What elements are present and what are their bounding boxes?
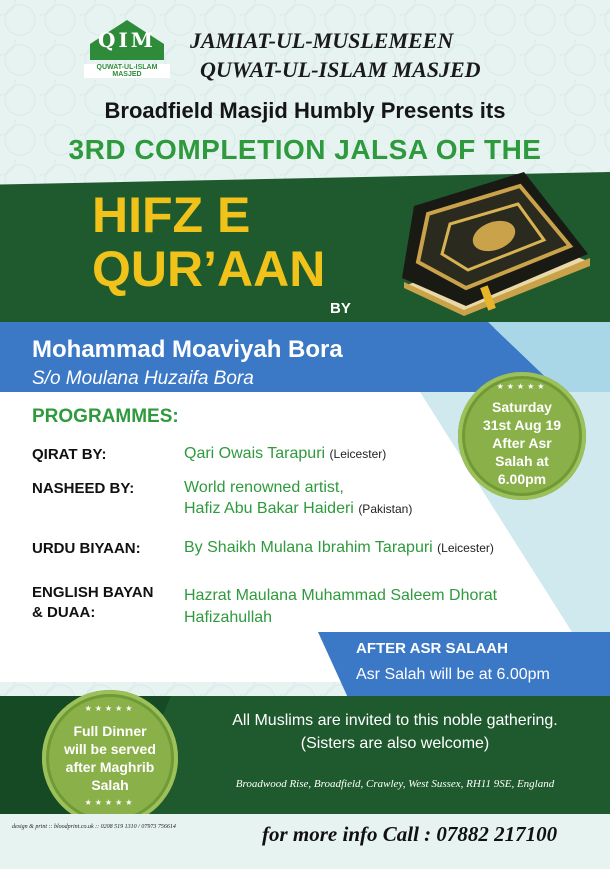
contact-info: for more info Call : 07882 217100 [262,822,558,846]
student-father: S/o Moulana Huzaifa Bora [32,368,254,389]
logo-subtext: QUWAT-UL-ISLAM MASJED [84,64,170,78]
english-label-2: & DUAA: [32,604,96,621]
asr-heading: AFTER ASR SALAAH [356,640,508,657]
nasheed-value: World renowned artist, [184,479,344,496]
student-name: Mohammad Moaviyah Bora [32,336,343,363]
qirat-location: (Leicester) [329,447,387,461]
invite-line-2: (Sisters are also welcome) [300,735,490,752]
urdu-location: (Leicester) [437,541,494,555]
org-line-2: QUWAT-UL-ISLAM MASJED [200,57,481,82]
dinner-line-3: after Maghrib [65,759,155,775]
urdu-name: By Shaikh Mulana Ibrahim Tarapuri [184,539,433,556]
invite-line-1: All Muslims are invited to this noble gathering. [232,712,558,729]
logo-text: QIM [98,28,156,52]
title-line-2: QUR’AAN [92,241,326,297]
date-badge [458,372,586,500]
quran-book-icon [394,166,594,316]
org-line-1: JAMIAT-UL-MUSLEMEEN [190,28,454,53]
asr-text: Asr Salah will be at 6.00pm [356,666,550,683]
qirat-label: QIRAT BY: [32,446,107,463]
stars-icon: ★★★★★ [84,704,136,713]
jalsa-heading: 3RD COMPLETION JALSA OF THE [68,134,542,165]
title-line-1: HIFZ E [92,187,251,243]
english-label: ENGLISH BAYAN [32,584,154,601]
date-line-4: Salah at [495,453,549,469]
dinner-line-2: will be served [64,741,156,757]
date-line-3: After Asr [492,435,552,451]
english-value: Hazrat Maulana Muhammad Saleem Dhorat [184,587,498,604]
nasheed-name: Hafiz Abu Bakar Haideri [184,500,354,517]
english-value-2: Hafizahullah [184,609,273,626]
design-credit: design & print :: bloodprint.co.uk :: 0208 519 1310 / 07973 756614 [12,824,176,830]
dinner-line-1: Full Dinner [73,723,147,739]
nasheed-value-2 [184,500,412,518]
urdu-value [184,539,494,557]
date-line-5: 6.00pm [497,471,547,487]
qirat-value [184,445,386,463]
nasheed-label: NASHEED BY: [32,480,135,497]
urdu-label: URDU BIYAAN: [32,540,141,557]
stars-icon: ★★★★★ [84,798,136,807]
dinner-line-4: Salah [91,777,129,793]
presents-text: Broadfield Masjid Humbly Presents its [104,98,506,123]
stars-icon: ★★★★★ [496,382,548,391]
date-line-2: 31st Aug 19 [482,417,562,433]
programmes-heading: PROGRAMMES: [32,406,179,427]
qim-logo [84,16,170,82]
nasheed-location: (Pakistan) [358,502,413,516]
by-label: BY [330,300,351,317]
address: Broadwood Rise, Broadfield, Crawley, West Sussex, RH11 9SE, England [235,778,555,790]
dinner-badge [42,690,178,826]
qirat-name: Qari Owais Tarapuri [184,445,326,462]
date-line-1: Saturday [492,399,552,415]
